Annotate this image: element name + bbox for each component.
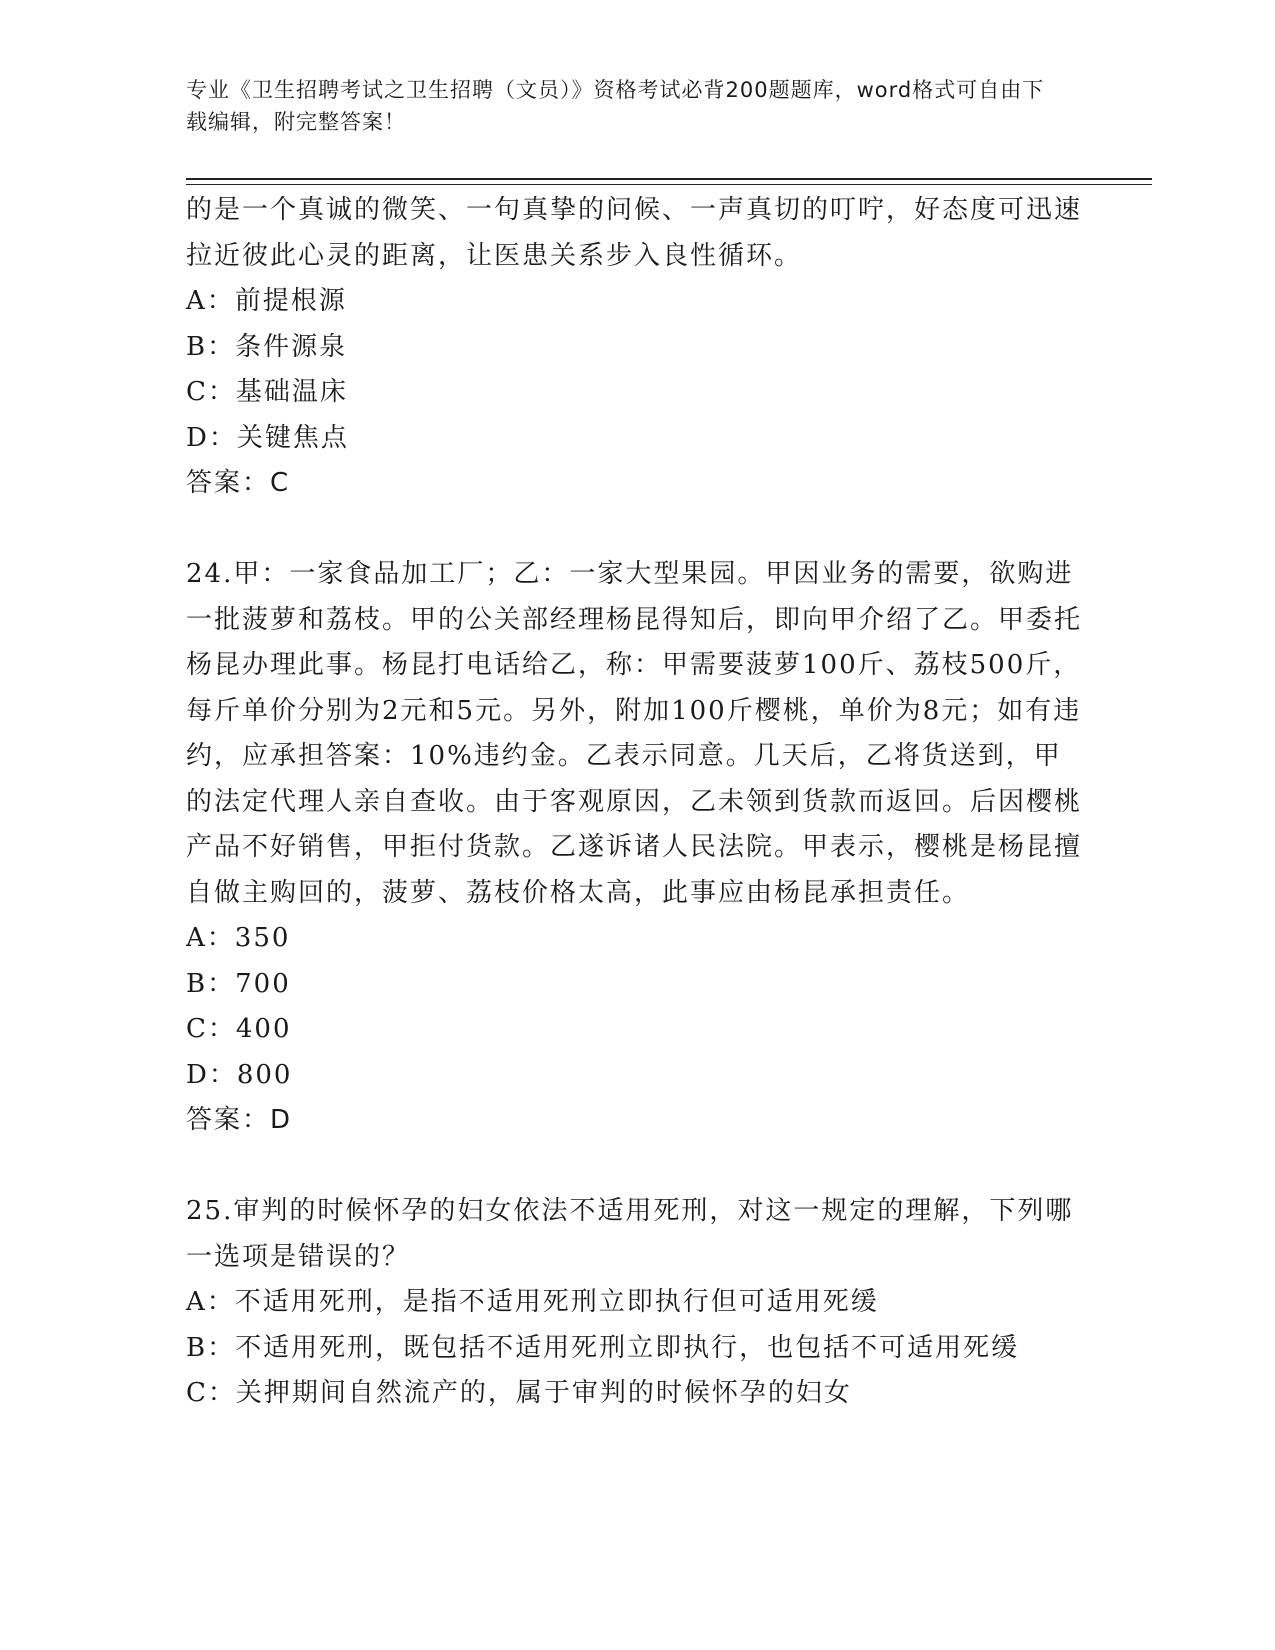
option-d: D：800 bbox=[186, 1059, 293, 1090]
option-c: C：关押期间自然流产的，属于审判的时候怀孕的妇女 bbox=[186, 1378, 852, 1408]
option-a: A：不适用死刑，是指不适用死刑立即执行但可适用死缓 bbox=[186, 1287, 879, 1317]
option-b: B：700 bbox=[186, 968, 291, 999]
question-text: 24.甲：一家食品加工厂；乙：一家大型果园。甲因业务的需要，欲购进一批菠萝和荔枝。甲的公关部经理杨昆得知后，即向甲介绍了乙。甲委托杨昆办理此事。杨昆打电话给乙，称：甲需要菠萝100斤、荔枝500斤，每斤单价分别为2元和5元。另外，附加100斤樱桃，单价为8元；如有违约，应承担答案：10%违约金。乙表示同意。几天后，乙将货送到，甲的法定代理人亲自查收。由于客观原因，乙未领到货款而返回。后因樱桃产品不好销售，甲拒付货款。乙遂诉诸人民法院。甲表示，樱桃是杨昆擅自做主购回的，菠萝、荔枝价格太高，此事应由杨昆承担责任。 bbox=[186, 559, 1083, 908]
question-text: 的是一个真诚的微笑、一句真挚的问候、一声真切的叮咛，好态度可迅速拉近彼此心灵的距离，让医患关系步入良性循环。 bbox=[186, 195, 1083, 271]
option-d: D：关键焦点 bbox=[186, 422, 349, 453]
document-header: 专业《卫生招聘考试之卫生招聘（文员）》资格考试必背200题题库，word格式可自由下载编辑，附完整答案！ bbox=[186, 78, 1045, 134]
answer: 答案：C bbox=[186, 468, 291, 498]
question-25 bbox=[186, 1189, 1086, 1417]
question-text: 25.审判的时候怀孕的妇女依法不适用死刑，对这一规定的理解，下列哪一选项是错误的？ bbox=[186, 1196, 1074, 1272]
document-body bbox=[186, 188, 1086, 1417]
question-24 bbox=[186, 552, 1086, 1144]
option-a: A：350 bbox=[186, 923, 291, 953]
question-continuation bbox=[186, 188, 1086, 507]
option-b: B：不适用死刑，既包括不适用死刑立即执行，也包括不可适用死缓 bbox=[186, 1332, 1020, 1363]
spacer bbox=[186, 1144, 1086, 1190]
option-a: A：前提根源 bbox=[186, 286, 347, 316]
option-b: B：条件源泉 bbox=[186, 331, 348, 362]
option-c: C：基础温床 bbox=[186, 377, 348, 407]
header-rule-thick bbox=[186, 178, 1152, 180]
header-rule-thin bbox=[186, 184, 1152, 185]
option-c: C：400 bbox=[186, 1014, 292, 1044]
spacer bbox=[186, 507, 1086, 553]
answer: 答案：D bbox=[186, 1105, 293, 1135]
